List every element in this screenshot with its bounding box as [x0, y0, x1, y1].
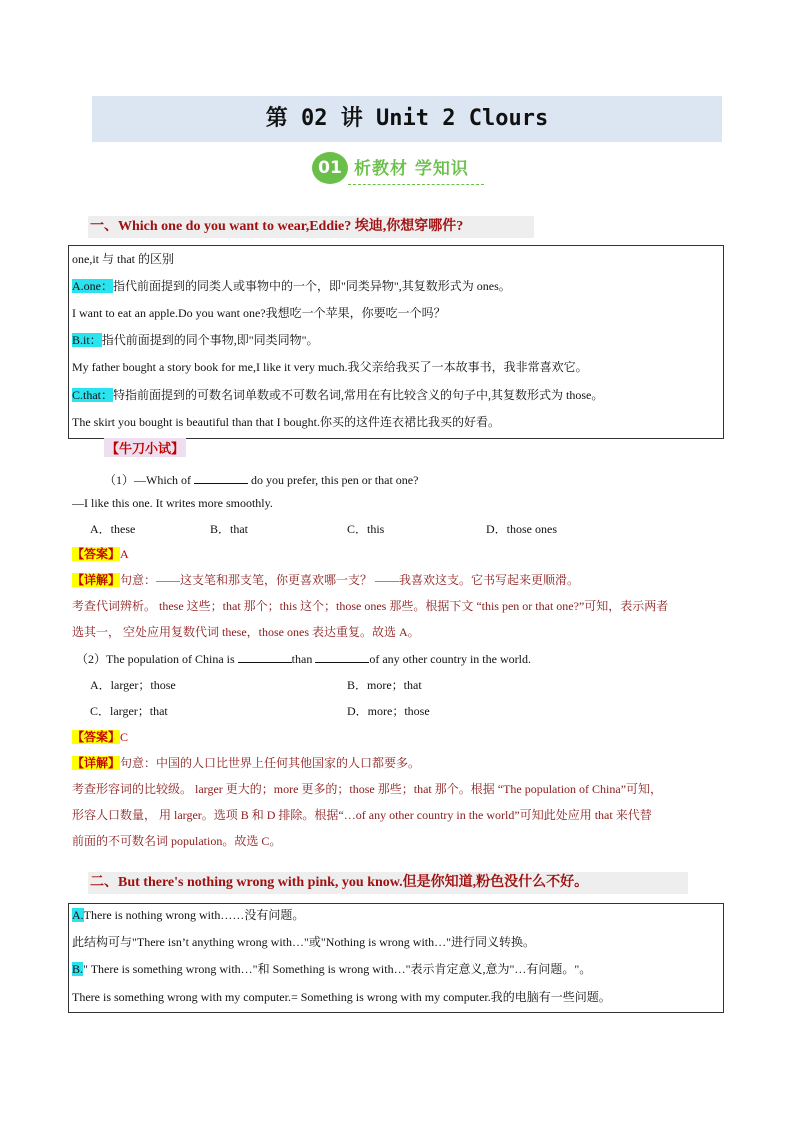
tag-b: B. — [72, 962, 84, 976]
q2-answer — [72, 728, 128, 745]
q2-detail-2: 考查形容词的比较级。 larger 更大的；more 更多的；those 那些；that 那个。根据 “The population of China”可知， — [72, 782, 663, 796]
q2-option-b: B．more；that — [347, 678, 422, 692]
q1-stem-a: （1）—Which of — [104, 473, 191, 487]
q1-answer — [72, 545, 129, 562]
q2-answer-label: 【答案】 — [72, 730, 121, 744]
box1-line-2 — [72, 277, 511, 294]
practice-label: 【牛刀小试】 — [104, 438, 186, 457]
q2-option-c: C．larger；that — [90, 704, 168, 718]
box1-line-3: I want to eat an apple.Do you want one?我想吃一个苹果，你要吃一个吗？ — [72, 306, 446, 320]
q2-detail-label: 【详解】 — [72, 756, 121, 770]
q2-stem-c: of any other country in the world. — [369, 652, 531, 666]
q1-stem-2: —I like this one. It writes more smoothly. — [72, 496, 273, 510]
q1-option-c: C．this — [347, 522, 385, 536]
box1-line-4 — [72, 331, 319, 348]
section-badge-label: 析教材 学知识 — [354, 159, 469, 179]
tag-a: A. — [72, 908, 84, 922]
q1-option-b: B．that — [210, 522, 248, 536]
badge-underline — [348, 184, 484, 185]
q1-detail-2: 考查代词辨析。 these 这些；that 那个；this 这个；those ones 那些。根据下文 “this pen or that one?”可知，表示两者 — [72, 599, 669, 613]
q2-answer-value: C — [120, 730, 129, 744]
section1-heading: 一、Which one do you want to wear,Eddie? 埃迪,你想穿哪件? — [88, 216, 534, 238]
q1-detail-3: 选其一， 空处应用复数代词 these，those ones 表达重复。故选 A。 — [72, 625, 420, 639]
box1-line-7: The skirt you bought is beautiful than that I bought.你买的这件连衣裙比我买的好看。 — [72, 415, 500, 429]
q2-stem-a: （2）The population of China is — [76, 652, 235, 666]
box1-line-5: My father bought a story book for me,I like it very much.我父亲给我买了一本故事书，我非常喜欢它。 — [72, 360, 588, 374]
box1-line-1: one,it 与 that 的区别 — [72, 252, 174, 266]
page-title: 第 02 讲 Unit 2 Clours — [265, 106, 549, 131]
q1-detail-1-text: 句意：——这支笔和那支笔，你更喜欢哪一支？ ——我喜欢这支。它书写起来更顺滑。 — [120, 573, 580, 587]
box1-line-6 — [72, 386, 603, 403]
q1-blank — [194, 473, 248, 484]
box2-line-3-text: " There is something wrong with…"和 Something is wrong with…"表示肯定意义,意为"…有问题。"。 — [83, 962, 592, 976]
q1-answer-label: 【答案】 — [72, 547, 121, 561]
box2-line-3 — [72, 960, 591, 977]
q2-detail-3: 形容人口数量， 用 larger。选项 B 和 D 排除。根据“…of any other country in the world”可知此处应用 that 来代替 — [72, 808, 652, 822]
box2-line-1-text: There is nothing wrong with……没有问题。 — [83, 908, 305, 922]
q2-detail-1-text: 句意：中国的人口比世界上任何其他国家的人口都要多。 — [120, 756, 421, 770]
q2-detail-4: 前面的不可数名词 population。故选 C。 — [72, 834, 282, 848]
q1-option-a: A．these — [90, 522, 136, 536]
box1-line-6-text: 特指前面提到的可数名词单数或不可数名词,常用在有比较含义的句子中,其复数形式为 those。 — [113, 388, 604, 402]
box2-line-2: 此结构可与"There isn’t anything wrong with…"或"Nothing is wrong with…"进行同义转换。 — [72, 935, 536, 949]
tag-c-that: C.that： — [72, 388, 113, 402]
section-number-badge: 01 — [312, 152, 348, 184]
box2-line-1 — [72, 906, 304, 923]
q2-blank-2 — [315, 652, 369, 663]
q1-stem-b: do you prefer, this pen or that one? — [250, 473, 419, 487]
box1-line-2-text: 指代前面提到的同类人或事物中的一个，即"同类异物",其复数形式为 ones。 — [113, 279, 511, 293]
q1-stem — [104, 471, 418, 488]
q2-option-d: D．more；those — [347, 704, 430, 718]
tag-a-one: A.one： — [72, 279, 113, 293]
q1-detail-1 — [72, 571, 579, 588]
q2-stem — [76, 650, 531, 667]
q2-stem-b: than — [291, 652, 313, 666]
box1-line-4-text: 指代前面提到的同个事物,即"同类同物"。 — [101, 333, 319, 347]
q2-blank-1 — [238, 652, 292, 663]
q2-option-a: A．larger；those — [90, 678, 176, 692]
box2-line-4: There is something wrong with my computer.= Something is wrong with my computer.我的电脑有一些问题。 — [72, 990, 611, 1004]
q1-option-d: D．those ones — [486, 522, 557, 536]
q1-answer-value: A — [120, 547, 129, 561]
q1-detail-label: 【详解】 — [72, 573, 121, 587]
tag-b-it: B.it： — [72, 333, 102, 347]
section2-heading: 二、But there's nothing wrong with pink, you know.但是你知道,粉色没什么不好。 — [88, 872, 688, 894]
q2-detail-1 — [72, 754, 420, 771]
